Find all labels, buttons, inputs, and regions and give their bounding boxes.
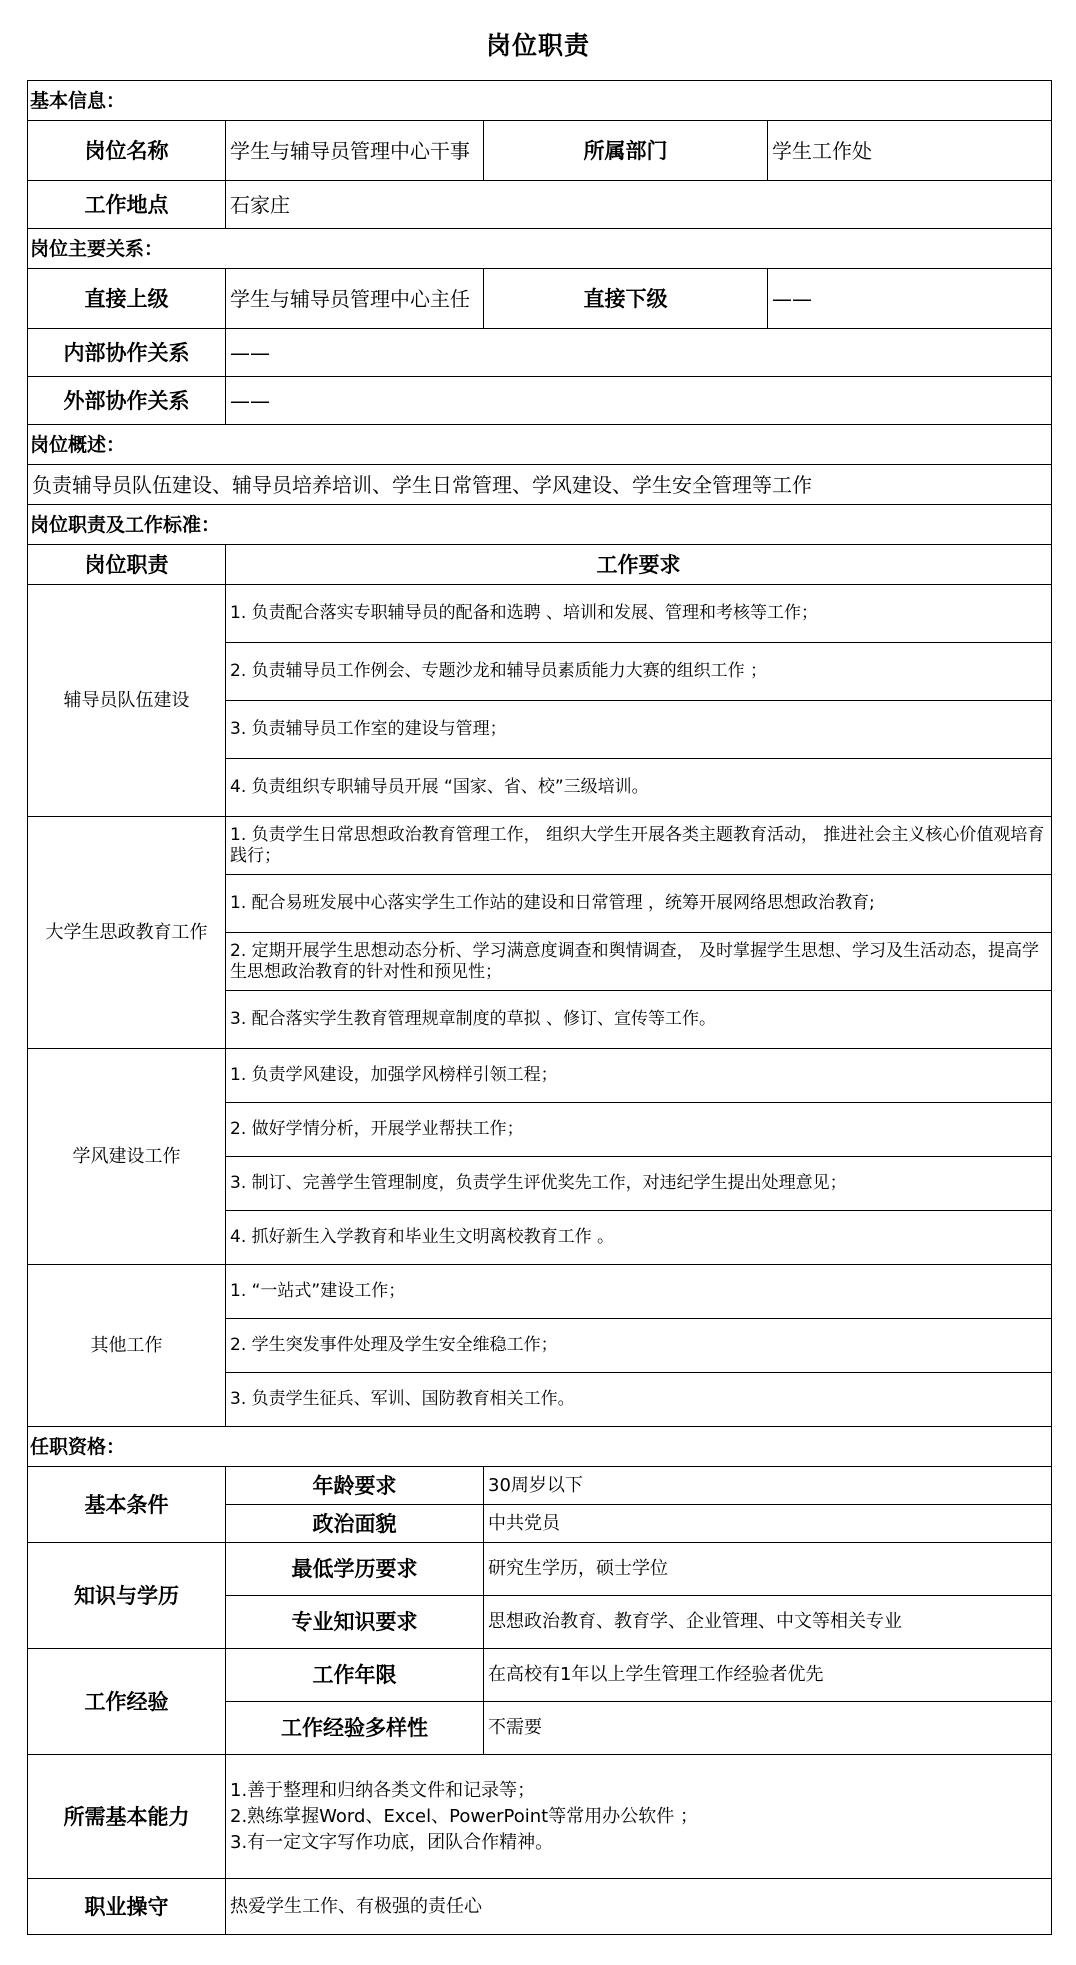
duty-item: 1. “一站式”建设工作； xyxy=(226,1265,1052,1319)
ability-line: 1.善于整理和归纳各类文件和记录等； xyxy=(230,1779,536,1801)
duty-item: 2. 做好学情分析，开展学业帮扶工作； xyxy=(226,1103,1052,1157)
table-row xyxy=(28,1755,1052,1879)
major-knowledge-value: 思想政治教育、教育学、企业管理、中文等相关专业 xyxy=(484,1596,1052,1649)
duties-col-header: 岗位职责 xyxy=(28,545,226,585)
basic-abilities-label: 所需基本能力 xyxy=(28,1755,226,1879)
professional-ethics-value: 热爱学生工作、有极强的责任心 xyxy=(226,1879,1052,1935)
internal-cooperation-value: —— xyxy=(226,329,1052,377)
location-label: 工作地点 xyxy=(28,181,226,229)
internal-cooperation-label: 内部协作关系 xyxy=(28,329,226,377)
dept-label: 所属部门 xyxy=(484,121,768,181)
dept-value: 学生工作处 xyxy=(768,121,1052,181)
ability-line: 2.熟练掌握Word、Excel、PowerPoint等常用办公软件 ； xyxy=(230,1805,698,1827)
post-name-label: 岗位名称 xyxy=(28,121,226,181)
overview-text: 负责辅导员队伍建设、辅导员培养培训、学生日常管理、学风建设、学生安全管理等工作 xyxy=(28,465,1052,505)
duty-item: 2. 学生突发事件处理及学生安全维稳工作； xyxy=(226,1319,1052,1373)
duty-item: 3. 配合落实学生教育管理规章制度的草拟 、修订、宣传等工作。 xyxy=(226,991,1052,1049)
duty-item: 1. 负责配合落实专职辅导员的配备和选聘 、培训和发展、管理和考核等工作； xyxy=(226,585,1052,643)
section-row-overview xyxy=(28,425,1052,465)
major-knowledge-label: 专业知识要求 xyxy=(226,1596,484,1649)
experience-diversity-label: 工作经验多样性 xyxy=(226,1702,484,1755)
duty-item: 3. 负责辅导员工作室的建设与管理； xyxy=(226,701,1052,759)
subordinate-value: —— xyxy=(768,269,1052,329)
professional-ethics-label: 职业操守 xyxy=(28,1879,226,1935)
experience-diversity-value: 不需要 xyxy=(484,1702,1052,1755)
min-education-value: 研究生学历，硕士学位 xyxy=(484,1543,1052,1596)
duty-item: 1. 配合易班发展中心落实学生工作站的建设和日常管理 ，统筹开展网络思想政治教育; xyxy=(226,875,1052,933)
table-row xyxy=(28,269,1052,329)
duty-item: 2. 定期开展学生思想动态分析、学习满意度调查和舆情调查， 及时掌握学生思想、学习及生活动态，提高学生思想政治教育的针对性和预见性； xyxy=(226,933,1052,991)
external-cooperation-value: —— xyxy=(226,377,1052,425)
location-value: 石家庄 xyxy=(226,181,1052,229)
duty-item: 2. 负责辅导员工作例会、专题沙龙和辅导员素质能力大赛的组织工作 ； xyxy=(226,643,1052,701)
table-row xyxy=(28,1649,1052,1702)
duty-item: 3. 制订、完善学生管理制度，负责学生评优奖先工作，对违纪学生提出处理意见； xyxy=(226,1157,1052,1211)
superior-label: 直接上级 xyxy=(28,269,226,329)
section-row-relations xyxy=(28,229,1052,269)
table-row xyxy=(28,817,1052,875)
duty-category: 学风建设工作 xyxy=(28,1049,226,1265)
min-education-label: 最低学历要求 xyxy=(226,1543,484,1596)
job-duty-table xyxy=(27,80,1052,1935)
duty-category: 大学生思政教育工作 xyxy=(28,817,226,1049)
subordinate-label: 直接下级 xyxy=(484,269,768,329)
duty-item: 1. 负责学生日常思想政治教育管理工作， 组织大学生开展各类主题教育活动， 推进社会主义核心价值观培育践行； xyxy=(226,817,1052,875)
section-header-overview: 岗位概述： xyxy=(28,425,1052,465)
table-row xyxy=(28,1879,1052,1935)
section-row-duties xyxy=(28,505,1052,545)
basic-conditions-label: 基本条件 xyxy=(28,1467,226,1543)
basic-abilities-value xyxy=(226,1755,1052,1879)
work-years-label: 工作年限 xyxy=(226,1649,484,1702)
table-row xyxy=(28,1265,1052,1319)
duty-category: 其他工作 xyxy=(28,1265,226,1427)
section-row-qualifications xyxy=(28,1427,1052,1467)
age-label: 年龄要求 xyxy=(226,1467,484,1505)
table-row xyxy=(28,585,1052,643)
section-header-relations: 岗位主要关系： xyxy=(28,229,1052,269)
ability-line: 3.有一定文字写作功底，团队合作精神。 xyxy=(230,1831,554,1853)
section-header-basic-info: 基本信息： xyxy=(28,81,1052,121)
table-row xyxy=(28,377,1052,425)
table-row xyxy=(28,465,1052,505)
table-row xyxy=(28,1467,1052,1505)
section-header-duties: 岗位职责及工作标准： xyxy=(28,505,1052,545)
page-title: 岗位职责 xyxy=(485,31,590,60)
table-row xyxy=(28,1543,1052,1596)
political-value: 中共党员 xyxy=(484,1505,1052,1543)
political-label: 政治面貌 xyxy=(226,1505,484,1543)
duty-item: 4. 负责组织专职辅导员开展 “国家、省、校”三级培训。 xyxy=(226,759,1052,817)
table-row xyxy=(28,1049,1052,1103)
superior-value: 学生与辅导员管理中心主任 xyxy=(226,269,484,329)
duty-category: 辅导员队伍建设 xyxy=(28,585,226,817)
post-name-value: 学生与辅导员管理中心干事 xyxy=(226,121,484,181)
table-row xyxy=(28,121,1052,181)
table-row xyxy=(28,545,1052,585)
duty-item: 1. 负责学风建设，加强学风榜样引领工程； xyxy=(226,1049,1052,1103)
external-cooperation-label: 外部协作关系 xyxy=(28,377,226,425)
table-row xyxy=(28,181,1052,229)
section-header-qualifications: 任职资格： xyxy=(28,1427,1052,1467)
knowledge-education-label: 知识与学历 xyxy=(28,1543,226,1649)
age-value: 30周岁以下 xyxy=(484,1467,1052,1505)
requirements-col-header: 工作要求 xyxy=(226,545,1052,585)
work-years-value: 在高校有1年以上学生管理工作经验者优先 xyxy=(484,1649,1052,1702)
section-row-basic-info xyxy=(28,81,1052,121)
duty-item: 3. 负责学生征兵、军训、国防教育相关工作。 xyxy=(226,1373,1052,1427)
table-row xyxy=(28,329,1052,377)
work-experience-label: 工作经验 xyxy=(28,1649,226,1755)
duty-item: 4. 抓好新生入学教育和毕业生文明离校教育工作 。 xyxy=(226,1211,1052,1265)
